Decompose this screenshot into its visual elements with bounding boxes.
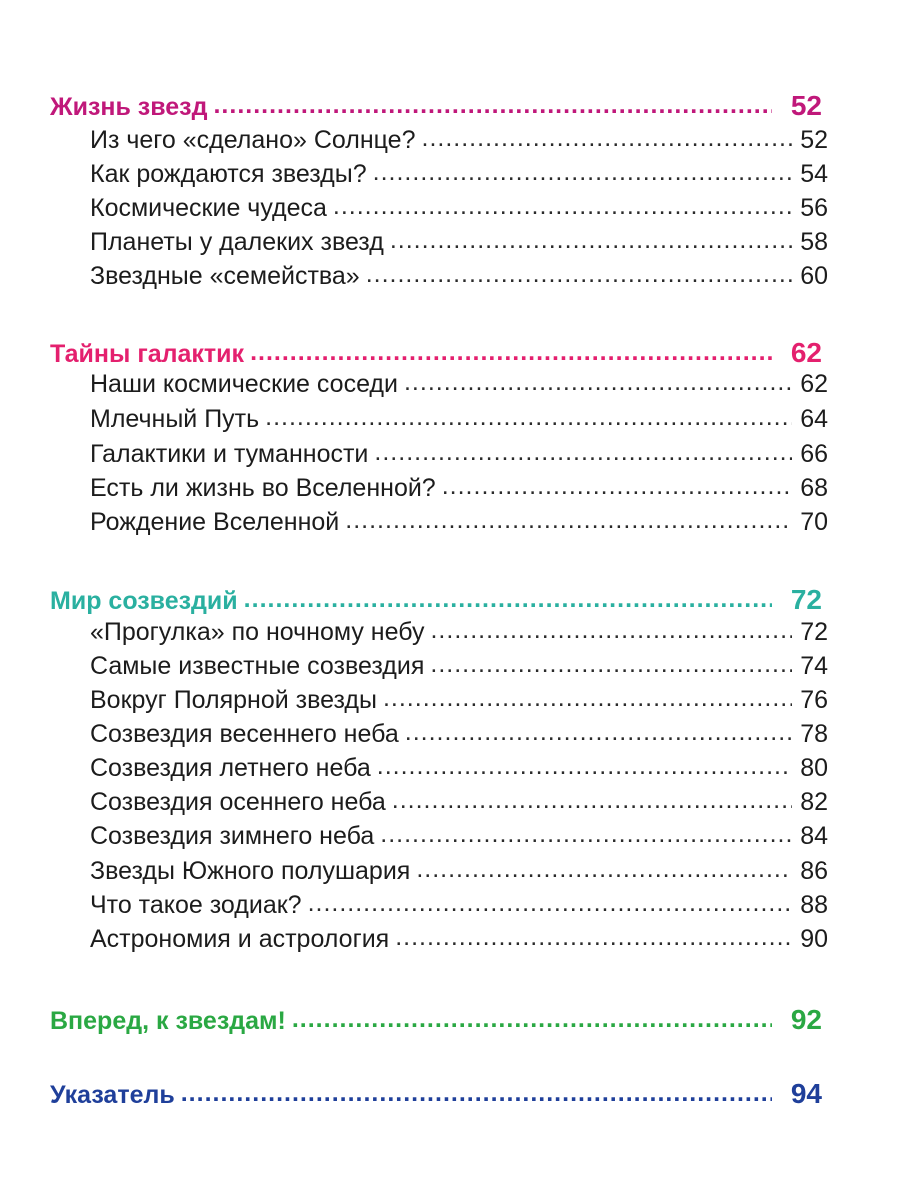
toc-heading-page: 62 [790, 337, 822, 368]
toc-item[interactable] [90, 652, 828, 684]
dot-leader [292, 1005, 772, 1034]
dot-leader [442, 472, 792, 501]
dot-leader [392, 786, 792, 815]
toc-item[interactable] [90, 440, 828, 472]
toc-item[interactable] [90, 618, 828, 650]
dot-leader [380, 820, 792, 849]
toc-item-title: Рождение Вселенной [90, 508, 340, 536]
toc-item-page: 60 [800, 262, 828, 290]
dot-leader [377, 752, 792, 781]
dot-leader [366, 260, 792, 289]
dot-leader [308, 889, 792, 918]
toc-heading-title: Вперед, к звездам! [50, 1007, 286, 1035]
dot-leader [390, 226, 792, 255]
toc-item[interactable] [90, 405, 828, 437]
toc-item-page: 76 [800, 686, 828, 714]
dot-leader [345, 506, 792, 535]
dot-leader [244, 585, 772, 614]
dot-leader [422, 124, 793, 153]
toc-item-title: Созвездия осеннего неба [90, 788, 386, 816]
toc-item[interactable] [90, 228, 828, 260]
toc-item[interactable] [90, 754, 828, 786]
toc-heading-page: 72 [790, 584, 822, 615]
dot-leader [181, 1079, 772, 1108]
dot-leader [416, 855, 792, 884]
toc-heading-page: 52 [790, 90, 822, 121]
toc-item-title: Самые известные созвездия [90, 652, 425, 680]
toc-item[interactable] [90, 857, 828, 889]
toc-item-page: 52 [800, 126, 828, 154]
toc-heading-page: 92 [790, 1004, 822, 1035]
dot-leader [383, 684, 792, 713]
toc-item[interactable] [90, 262, 828, 294]
toc-item-title: Астрономия и астрология [90, 925, 390, 953]
toc-item[interactable] [90, 891, 828, 923]
toc-item-page: 62 [800, 370, 828, 398]
dot-leader [265, 403, 792, 432]
toc-heading-title: Жизнь звезд [50, 93, 208, 121]
toc-item-page: 66 [800, 440, 828, 468]
dot-leader [405, 718, 792, 747]
toc-item-title: Созвездия весеннего неба [90, 720, 399, 748]
toc-item[interactable] [90, 126, 828, 158]
toc-item-page: 56 [800, 194, 828, 222]
toc-heading-title: Тайны галактик [50, 340, 245, 368]
toc-heading-page: 94 [790, 1078, 822, 1109]
toc-item-title: Звезды Южного полушария [90, 857, 411, 885]
toc-item-page: 54 [800, 160, 828, 188]
toc-item-title: Наши космические соседи [90, 370, 398, 398]
toc-item-page: 90 [800, 925, 828, 953]
toc-item-title: Созвездия зимнего неба [90, 822, 375, 850]
dot-leader [333, 192, 792, 221]
toc-item-page: 64 [800, 405, 828, 433]
toc-item-page: 72 [800, 618, 828, 646]
toc-heading-mir-sozvezdiy[interactable] [50, 584, 822, 616]
dot-leader [404, 368, 792, 397]
toc-item-title: Созвездия летнего неба [90, 754, 371, 782]
toc-item-page: 58 [800, 228, 828, 256]
toc-item[interactable] [90, 788, 828, 820]
toc-heading-tayny-galaktik[interactable] [50, 337, 822, 369]
toc-item-page: 74 [800, 652, 828, 680]
toc-heading-title: Указатель [50, 1081, 175, 1109]
toc-item-page: 82 [800, 788, 828, 816]
toc-item-title: Из чего «сделано» Солнце? [90, 126, 416, 154]
toc-item-page: 80 [800, 754, 828, 782]
dot-leader [430, 650, 792, 679]
toc-item[interactable] [90, 160, 828, 192]
dot-leader [395, 923, 792, 952]
toc-item-page: 88 [800, 891, 828, 919]
toc-item-page: 70 [800, 508, 828, 536]
dot-leader [374, 438, 792, 467]
toc-item-title: «Прогулка» по ночному небу [90, 618, 425, 646]
toc-item-page: 84 [800, 822, 828, 850]
toc-item-title: Планеты у далеких звезд [90, 228, 384, 256]
toc-item[interactable] [90, 370, 828, 402]
toc-item-page: 68 [800, 474, 828, 502]
toc-item-title: Звездные «семейства» [90, 262, 360, 290]
dot-leader [250, 338, 772, 367]
toc-item[interactable] [90, 194, 828, 226]
toc-heading-title: Мир созвездий [50, 587, 238, 615]
toc-item-title: Галактики и туманности [90, 440, 369, 468]
toc-heading-ukazatel[interactable] [50, 1078, 822, 1110]
toc-item-title: Есть ли жизнь во Вселенной? [90, 474, 436, 502]
toc-item[interactable] [90, 474, 828, 506]
toc-item-title: Млечный Путь [90, 405, 260, 433]
toc-item[interactable] [90, 822, 828, 854]
dot-leader [213, 91, 772, 120]
toc-item-title: Что такое зодиак? [90, 891, 302, 919]
toc-item[interactable] [90, 925, 828, 957]
dot-leader [373, 158, 792, 187]
toc-item[interactable] [90, 686, 828, 718]
toc-heading-vpered-k-zvezdam[interactable] [50, 1004, 822, 1036]
toc-heading-zhizn-zvezd[interactable] [50, 90, 822, 122]
toc-item[interactable] [90, 720, 828, 752]
toc-item-title: Вокруг Полярной звезды [90, 686, 377, 714]
toc-item-title: Космические чудеса [90, 194, 327, 222]
toc-item-page: 78 [800, 720, 828, 748]
toc-item-title: Как рождаются звезды? [90, 160, 367, 188]
toc-item[interactable] [90, 508, 828, 540]
toc-item-page: 86 [800, 857, 828, 885]
dot-leader [430, 616, 792, 645]
